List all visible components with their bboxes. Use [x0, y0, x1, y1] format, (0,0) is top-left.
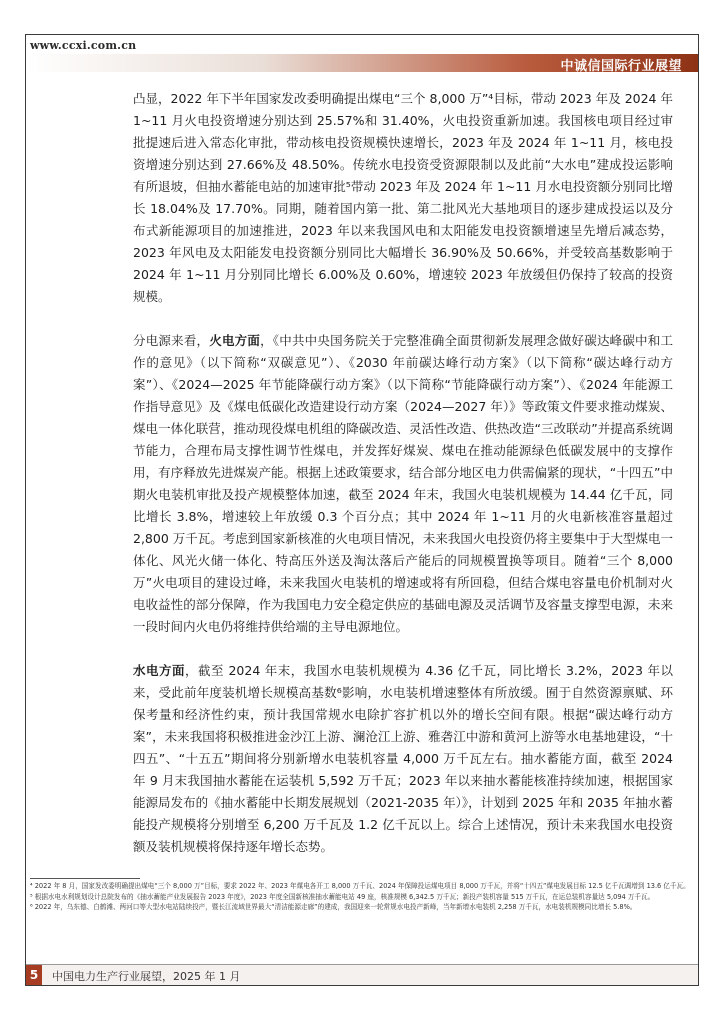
body-text: [133, 88, 673, 858]
site-url[interactable]: www.ccxi.com.cn: [30, 39, 137, 52]
banner-title: 中诚信国际行业展望: [560, 59, 682, 74]
footer-bar: [26, 964, 698, 985]
hydro-power-text: ，截至 2024 年末，我国水电装机规模为 4.36 亿千瓦，同比增长 3.2%，2023 年以来，受此前年度装机增长规模高基数⁶影响，水电装机增速整体有所放缓。囿于自然资源禀赋、环保考量和经济性约束，预计我国常规水电除扩容扩机以外的增长空间有限。根据“碳达峰行动方案”，未来我国将积极推进金沙江上游、澜沧江上游、雅砻江中游和黄河上游等水电基地建设，“十四五”、“十五五”期间将分别新增水电装机容量 4,000 万千瓦左右。抽水蓄能方面，截至 2024 年 9 月末我国抽水蓄能在运装机 5,592 万千瓦；2023 年以来抽水蓄能核准持续加速，根据国家能源局发布的《抽水蓄能中长期发展规划（2021-2035 年）》，计划到 2025 年和 2035 年抽水蓄能投产规模将分别增至 6,200 万千瓦及 1.2 亿千瓦以上。综合上述情况，预计未来我国水电投资额及装机规模将保持逐年增长态势。: [133, 663, 673, 854]
hydro-power-heading: 水电方面: [133, 663, 185, 678]
footnotes: [30, 881, 694, 913]
paragraph-thermal-power: [133, 330, 673, 638]
paragraph-investment: 凸显，2022 年下半年国家发改委明确提出煤电“三个 8,000 万”⁴目标，带动 2023 年及 2024 年 1~11 月火电投资增速分别达到 25.57%和 31.40%，火电投资重新加速。我国核电项目经过审批提速后进入常态化审批，带动核电投资规模快速增长，2023 年及 2024 年 1~11 月，核电投资增速分别达到 27.66%及 48.50%。传统水电投资受资源限制以及此前“大水电”建成投运影响有所退坡，但抽水蓄能电站的加速审批⁵带动 2023 年及 2024 年 1~11 月水电投资额分别同比增长 18.04%及 17.70%。同期，随着国内第一批、第二批风光大基地项目的逐步建成投运以及分布式新能源项目的加速推进，2023 年以来我国风电和太阳能发电投资额增速呈先增后减态势，2023 年风电及太阳能发电投资额分别同比大幅增长 36.90%及 50.66%，并受较高基数影响于 2024 年 1~11 月分别同比增长 6.00%及 0.60%，增速较 2023 年放缓但仍保持了较高的投资规模。: [133, 91, 673, 304]
header-banner: [26, 54, 698, 72]
paragraph-hydro-power: [133, 660, 673, 858]
footer-title: 中国电力生产行业展望，2025 年 1 月: [52, 970, 241, 983]
footnote-4: ⁴ 2022 年 8 月，国家发改委明确提出煤电“三个 8,000 万”目标，要求 2022 年、2023 年煤电各开工 8,000 万千瓦、2024 年保障投运煤电项目 8,000 万千瓦，并将“十四五”煤电发展目标 12.5 亿千瓦调增到 13.6 亿千瓦。: [30, 882, 690, 890]
page-number: 5: [26, 965, 42, 985]
thermal-power-heading: 火电方面: [209, 333, 261, 348]
paragraph-lead: 分电源来看，: [133, 333, 210, 348]
footnote-rule: [30, 878, 140, 879]
footnote-5: ⁵ 根据水电水利规划设计总院发布的《抽水蓄能产业发展报告 2023 年度》，2023 年度全国新核准抽水蓄能电站 49 座，核准规模 6,342.5 万千瓦；新投产装机容量 515 万千瓦，在运总装机容量达 5,094 万千瓦。: [30, 892, 655, 901]
thermal-power-text: ，《中共中央国务院关于完整准确全面贯彻新发展理念做好碳达峰碳中和工作的意见》（以下简称“双碳意见”）、《2030 年前碳达峰行动方案》（以下简称“碳达峰行动方案”）、《2024—2025 年节能降碳行动方案》（以下简称“节能降碳行动方案”）、《2024 年能源工作指导意见》及《煤电低碳化改造建设行动方案（2024—2027 年）》等政策文件要求推动煤炭、煤电一体化联营，推动现役煤电机组的降碳改造、灵活性改造、供热改造“三改联动”并提高系统调节能力，合理布局支撑性调节性煤电，并发挥好煤炭、煤电在推动能源绿色低碳发展中的支撑作用，有序释放先进煤炭产能。根据上述政策要求，结合部分地区电力供需偏紧的现状，“十四五”中期火电装机审批及投产规模整体加速，截至 2024 年末，我国火电装机规模为 14.44 亿千瓦，同比增长 3.8%，增速较上年放缓 0.3 个百分点；其中 2024 年 1~11 月的火电新核准容量超过 2,800 万千瓦。考虑到国家新核准的火电项目情况，未来我国火电投资仍将主要集中于大型煤电一体化、风光火储一体化、特高压外送及淘汰落后产能后的同规模置换等项目。随着“三个 8,000 万”火电项目的建设过峰，未来我国火电装机的增速或将有所回稳，但结合煤电容量电价机制对火电收益性的部分保障，作为我国电力安全稳定供应的基础电源及灵活调节及容量支撑型电源，未来一段时间内火电仍将维持供给端的主导电源地位。: [133, 333, 673, 634]
footnote-6: ⁶ 2022 年，乌东德、白鹤滩、两河口等大型水电站陆续投产，暨长江流域世界最大“清洁能源走廊”的建成，我国迎来一轮常规水电投产新峰，当年新增水电装机 2,258 万千瓦，水电装机规模同比增长 5.8%。: [30, 903, 637, 911]
